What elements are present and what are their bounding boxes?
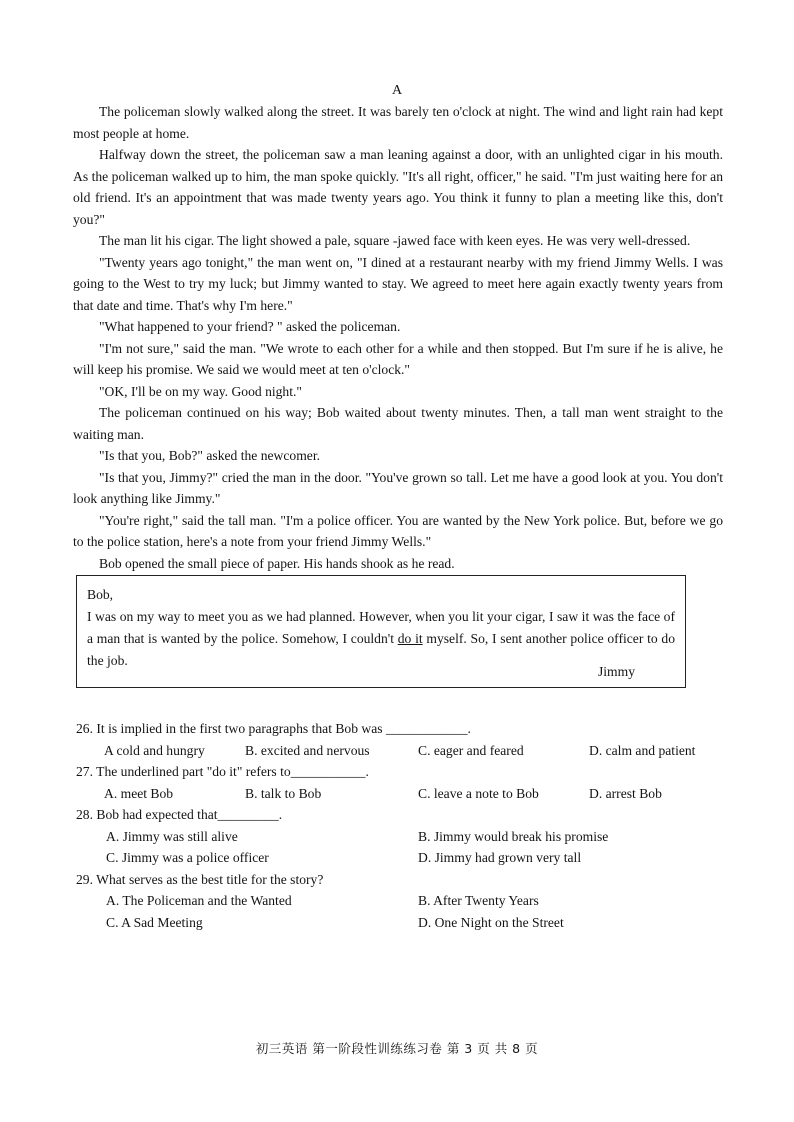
option-b[interactable]: B. excited and nervous bbox=[245, 742, 370, 758]
option-c[interactable]: C. A Sad Meeting bbox=[106, 914, 203, 930]
question-stem: 28. Bob had expected that_________. bbox=[76, 807, 283, 822]
passage-paragraph: Bob opened the small piece of paper. His hands shook as he read. bbox=[99, 555, 455, 571]
option-b[interactable]: B. After Twenty Years bbox=[418, 893, 539, 908]
option-d[interactable]: D. calm and patient bbox=[589, 742, 696, 758]
passage-paragraph: The policeman slowly walked along the street. It was barely ten o'clock at night. The wind and light rain had kept most people at home. bbox=[73, 104, 723, 141]
passage-paragraph: "OK, I'll be on my way. Good night." bbox=[99, 383, 302, 399]
note-body bbox=[87, 606, 675, 672]
option-c[interactable]: C. eager and feared bbox=[418, 742, 524, 758]
option-b[interactable]: B. Jimmy would break his promise bbox=[418, 828, 609, 844]
note-box bbox=[76, 575, 686, 688]
option-row bbox=[76, 847, 726, 869]
option-d[interactable]: D. arrest Bob bbox=[589, 785, 662, 801]
note-greeting: Bob, bbox=[87, 587, 114, 602]
passage-paragraph: The policeman continued on his way; Bob waited about twenty minutes. Then, a tall man went straight to the waiting man. bbox=[73, 405, 723, 442]
note-text: myself. So, I sent another police officer to do the job. bbox=[87, 631, 676, 668]
option-row bbox=[76, 826, 726, 848]
question-list bbox=[76, 718, 726, 933]
passage-paragraph: "Is that you, Jimmy?" cried the man in the door. "You've grown so tall. Let me have a good look at you. You don't look anything like Jimmy." bbox=[73, 469, 723, 506]
passage-paragraph: "You're right," said the tall man. "I'm a police officer. You are wanted by the New York police. But, before we go to the police station, here's a note from your friend Jimmy Wells." bbox=[73, 512, 723, 549]
option-a[interactable]: A. The Policeman and the Wanted bbox=[106, 893, 292, 908]
underlined-phrase: do it bbox=[397, 631, 423, 646]
option-a[interactable]: A. meet Bob bbox=[104, 785, 174, 801]
passage-paragraph: "Is that you, Bob?" asked the newcomer. bbox=[99, 448, 320, 463]
question-stem: 29. What serves as the best title for the story? bbox=[76, 871, 324, 887]
passage-paragraph: Halfway down the street, the policeman saw a man leaning against a door, with an unlighted cigar in his mouth. As the policeman walked up to him, the man spoke quickly. "It's all right, officer," he said. "I'm just waiting here for an old friend. It's an appointment that was made twenty years ago. You think it funny to plan a meeting like this, don't you?" bbox=[73, 147, 723, 227]
option-a[interactable]: A. Jimmy was still alive bbox=[106, 828, 238, 844]
note-text: I was on my way to meet you as we had planned. However, when you lit your cigar, I saw it was the face of a man that is wanted by the police. Somehow, I couldn't bbox=[87, 609, 675, 646]
option-b[interactable]: B. talk to Bob bbox=[245, 785, 322, 801]
option-row bbox=[76, 740, 726, 762]
option-row bbox=[76, 783, 726, 805]
option-d[interactable]: D. One Night on the Street bbox=[418, 914, 564, 930]
option-a[interactable]: A cold and hungry bbox=[104, 742, 205, 758]
reading-passage bbox=[73, 101, 723, 574]
passage-paragraph: "Twenty years ago tonight," the man went on, "I dined at a restaurant nearby with my friend Jimmy Wells. I was going to the West to try my luck; but Jimmy wanted to stay. We agreed to meet here again exactly twenty years from that date and time. That's why I'm here." bbox=[73, 254, 723, 313]
note-signature: Jimmy bbox=[597, 664, 635, 679]
page-footer: 初三英语 第一阶段性训练练习卷 第 3 页 共 8 页 bbox=[255, 1041, 539, 1056]
question-stem: 27. The underlined part "do it" refers to___________. bbox=[76, 764, 369, 779]
option-d[interactable]: D. Jimmy had grown very tall bbox=[418, 850, 582, 865]
passage-paragraph: The man lit his cigar. The light showed a pale, square -jawed face with keen eyes. He was very well-dressed. bbox=[99, 233, 691, 248]
section-label: A bbox=[391, 83, 403, 98]
option-row bbox=[76, 912, 726, 934]
passage-paragraph: "What happened to your friend? " asked the policeman. bbox=[99, 319, 401, 334]
question-stem: 26. It is implied in the first two paragraphs that Bob was ____________. bbox=[76, 721, 471, 736]
passage-paragraph: "I'm not sure," said the man. "We wrote to each other for a while and then stopped. But I'm sure if he is alive, he will keep his promise. We said we would meet at ten o'clock." bbox=[73, 340, 723, 377]
option-c[interactable]: C. leave a note to Bob bbox=[418, 785, 539, 801]
option-row bbox=[76, 890, 726, 912]
option-c[interactable]: C. Jimmy was a police officer bbox=[106, 850, 269, 865]
